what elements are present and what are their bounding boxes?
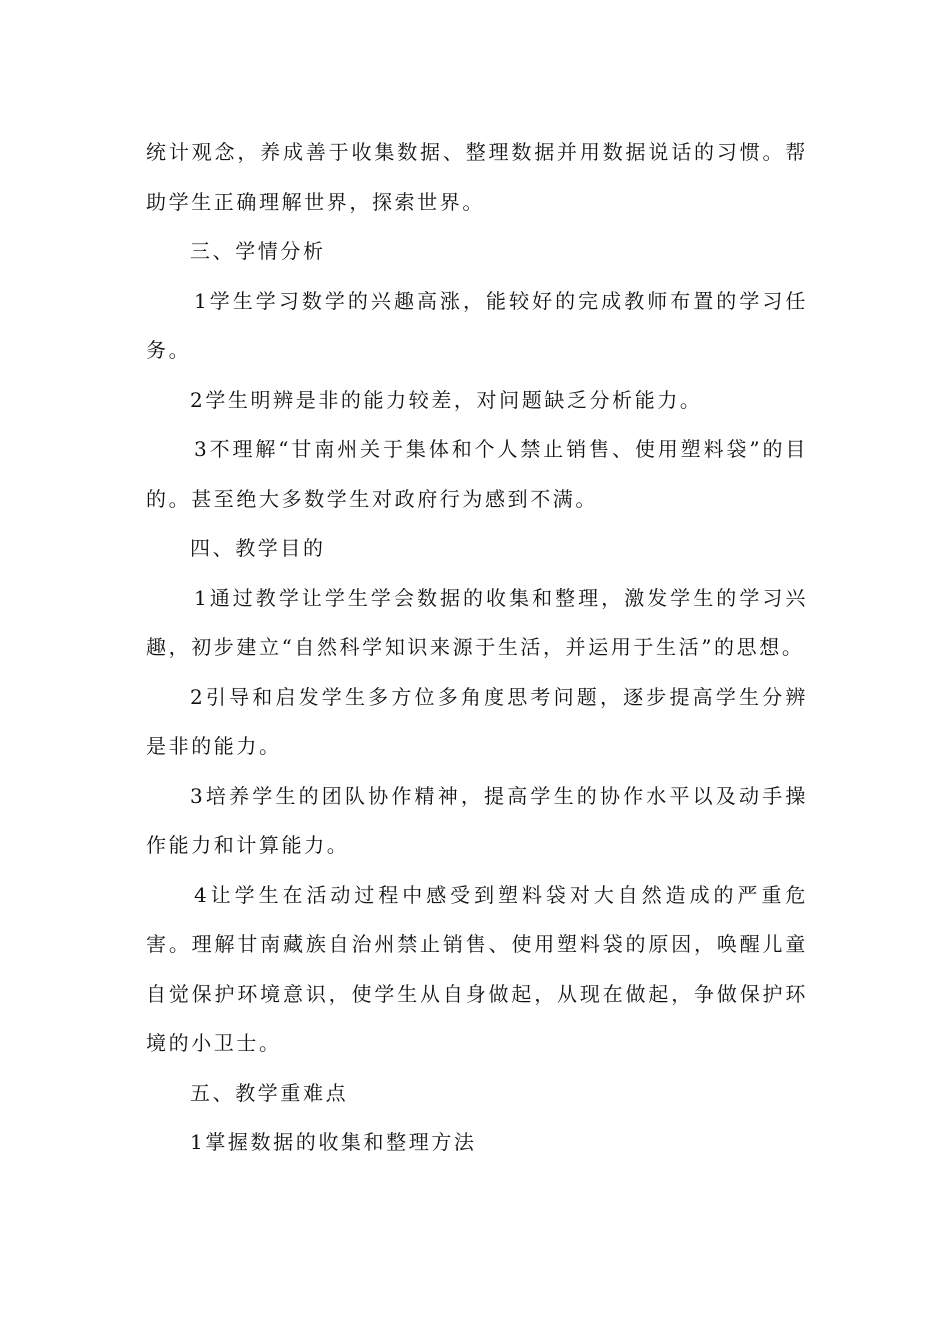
paragraph-goal-1: 1通过教学让学生学会数据的收集和整理，激发学生的学习兴趣，初步建立“自然科学知识来源于生活，并运用于生活”的思想。 xyxy=(146,585,808,659)
section-heading-key-points: 五、教学重难点 xyxy=(190,1080,349,1105)
paragraph-goal-3: 3培养学生的团队协作精神，提高学生的协作水平以及动手操作能力和计算能力。 xyxy=(146,783,808,857)
paragraph-analysis-1: 1学生学习数学的兴趣高涨，能较好的完成教师布置的学习任务。 xyxy=(146,288,808,362)
paragraph-goal-4: 4让学生在活动过程中感受到塑料袋对大自然造成的严重危害。理解甘南藏族自治州禁止销售、使用塑料袋的原因，唤醒儿童自觉保护环境意识，使学生从自身做起，从现在做起，争做保护环境的小卫士。 xyxy=(146,882,808,1055)
paragraph-analysis-3: 3不理解“甘南州关于集体和个人禁止销售、使用塑料袋”的目的。甚至绝大多数学生对政府行为感到不满。 xyxy=(146,437,808,511)
section-heading-student-analysis: 三、学情分析 xyxy=(190,239,326,263)
paragraph-key-point-1: 1掌握数据的收集和整理方法 xyxy=(190,1130,477,1154)
paragraph-continuation: 统计观念，养成善于收集数据、整理数据并用数据说话的习惯。帮助学生正确理解世界，探索世界。 xyxy=(146,140,808,214)
document-body xyxy=(146,128,808,1168)
paragraph-analysis-2: 2学生明辨是非的能力较差，对问题缺乏分析能力。 xyxy=(190,387,703,412)
section-heading-teaching-goals: 四、教学目的 xyxy=(190,536,326,560)
paragraph-goal-2: 2引导和启发学生多方位多角度思考问题，逐步提高学生分辨是非的能力。 xyxy=(146,684,808,758)
